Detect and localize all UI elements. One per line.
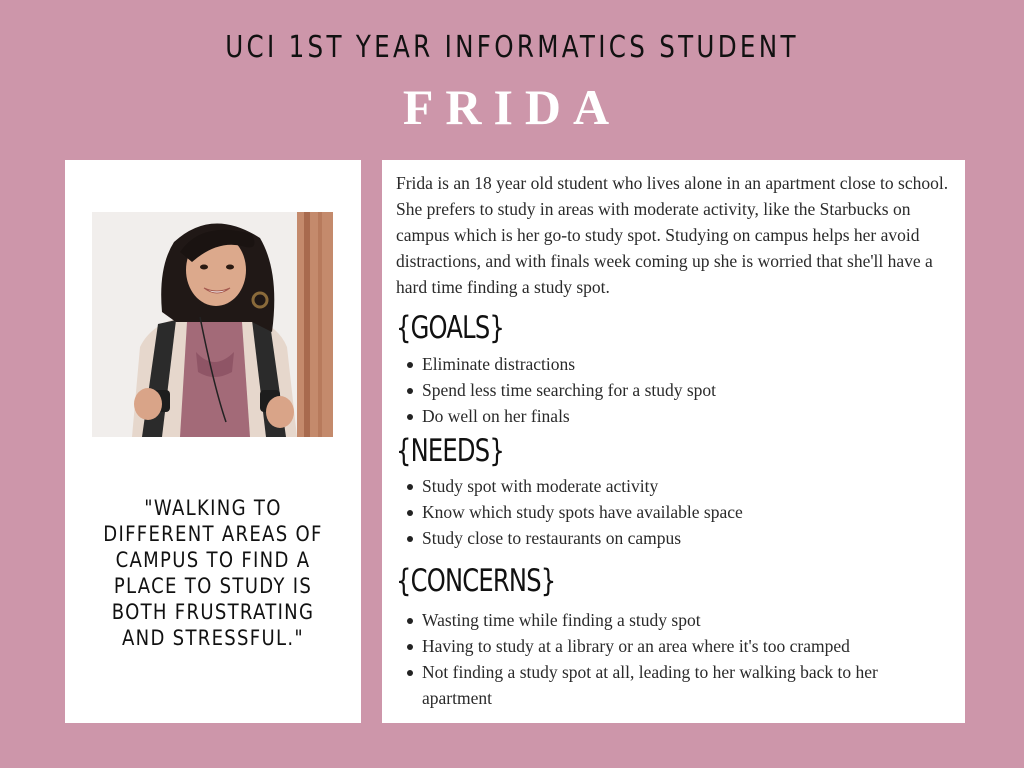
portrait-illustration bbox=[92, 212, 333, 437]
needs-list bbox=[406, 473, 951, 551]
list-item: Know which study spots have available space bbox=[406, 499, 951, 525]
goals-list bbox=[406, 351, 951, 429]
list-item: Having to study at a library or an area where it's too cramped bbox=[406, 633, 951, 659]
list-item: Eliminate distractions bbox=[406, 351, 951, 377]
profile-card bbox=[65, 160, 361, 723]
goals-title: {GOALS} bbox=[396, 310, 505, 346]
persona-quote: "WALKING TO DIFFERENT AREAS OF CAMPUS TO FIND A PLACE TO STUDY IS BOTH FRUSTRATING AND STRESSFUL." bbox=[103, 496, 323, 650]
list-item: Wasting time while finding a study spot bbox=[406, 607, 951, 633]
persona-bio: Frida is an 18 year old student who lives alone in an apartment close to school. She prefers to study in areas with moderate activity, like the Starbucks on campus which is her go-to study spot. Studying on campus helps her avoid distractions, and with finals week coming up she is worried that she'll have a hard time finding a study spot. bbox=[396, 173, 949, 297]
persona-name: FRIDA bbox=[402, 79, 622, 135]
concerns-list bbox=[406, 607, 951, 711]
persona-subtitle: UCI 1ST YEAR INFORMATICS STUDENT bbox=[225, 30, 799, 65]
concerns-title: {CONCERNS} bbox=[396, 563, 556, 599]
needs-title: {NEEDS} bbox=[396, 433, 504, 469]
list-item: Not finding a study spot at all, leading to her walking back to her apartment bbox=[406, 659, 951, 711]
details-card bbox=[382, 160, 965, 723]
list-item: Study close to restaurants on campus bbox=[406, 525, 951, 551]
list-item: Study spot with moderate activity bbox=[406, 473, 951, 499]
list-item: Spend less time searching for a study spot bbox=[406, 377, 951, 403]
list-item: Do well on her finals bbox=[406, 403, 951, 429]
persona-photo bbox=[92, 212, 333, 437]
